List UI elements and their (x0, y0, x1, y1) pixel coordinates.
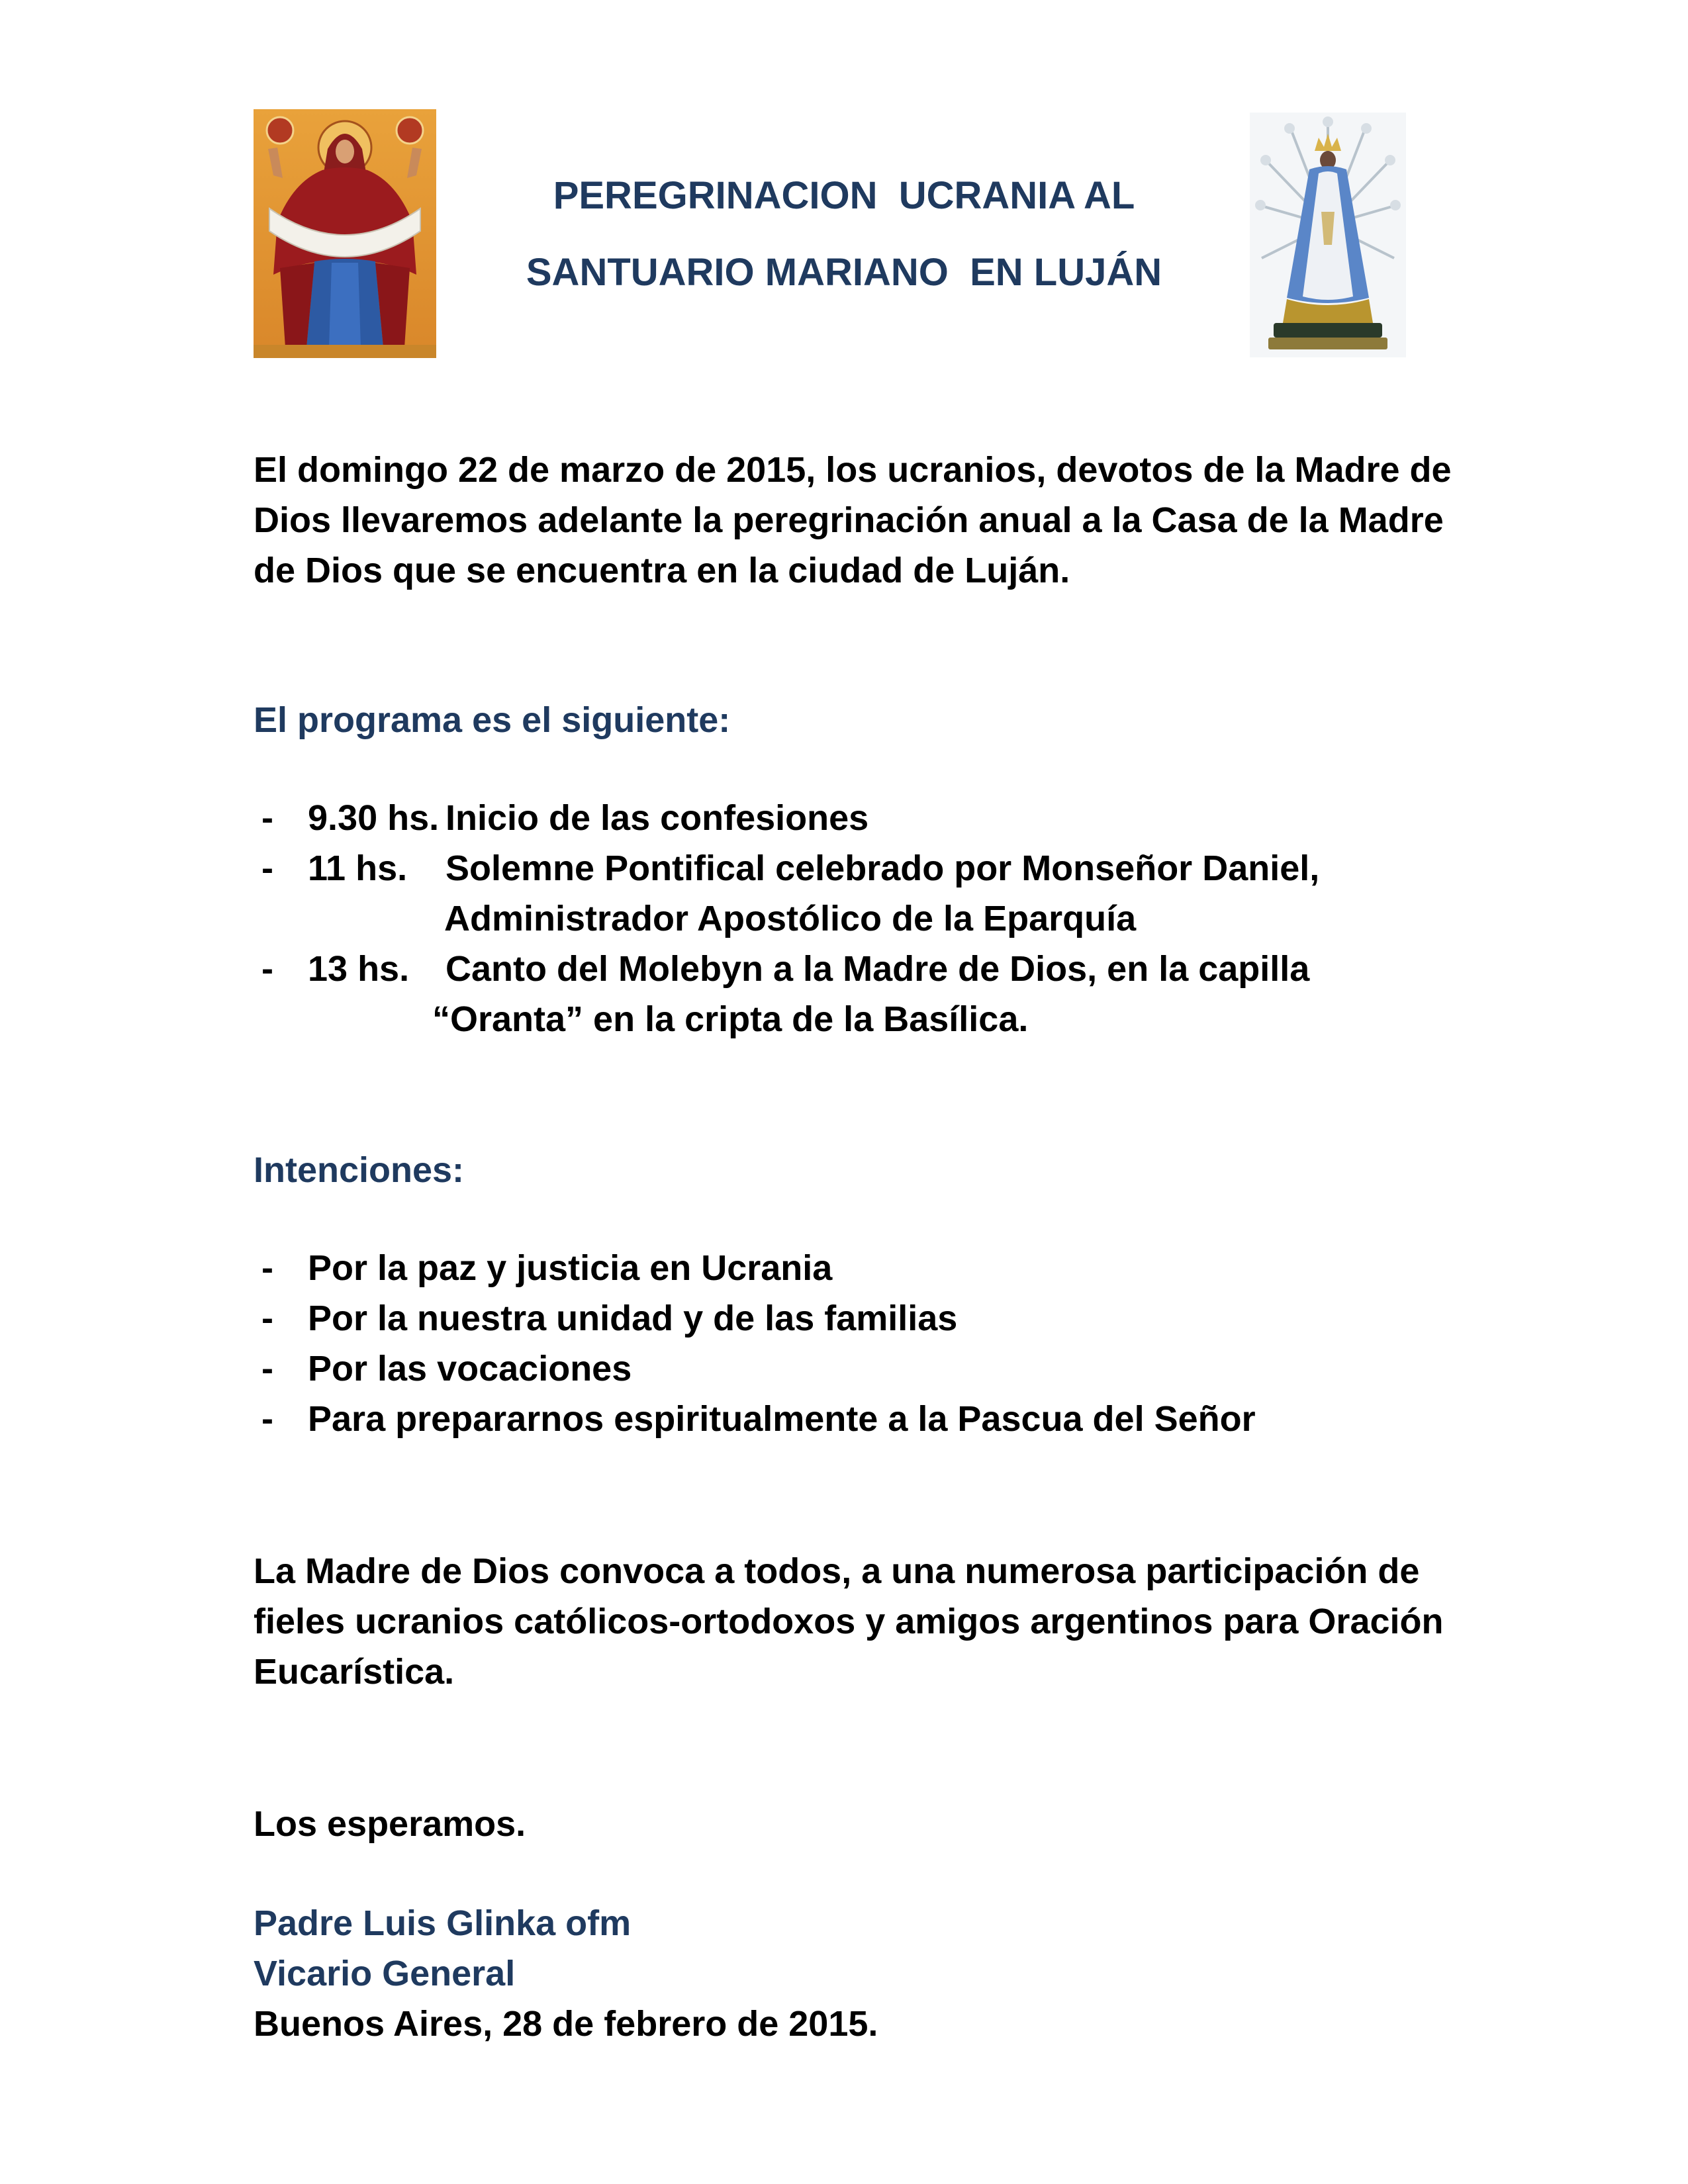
programa-heading: El programa es el siguiente: (254, 700, 731, 740)
list-marker: - (261, 1349, 273, 1388)
intro-paragraph: El domingo 22 de marzo de 2015, los ucranios, devotos de la Madre de Dios llevaremos adelante la peregrinación anual a la Casa de la Madre de Dios que se encuentra en la ciudad de Luján. (254, 450, 1452, 590)
list-marker: - (261, 798, 273, 838)
intention-text: Por las vocaciones (308, 1349, 632, 1388)
list-marker: - (261, 949, 273, 989)
list-marker: - (261, 1298, 273, 1338)
program-text: Canto del Molebyn a la Madre de Dios, en la capilla (445, 949, 1310, 989)
list-item (254, 944, 1319, 1044)
intention-text: Por la nuestra unidad y de las familias (308, 1298, 958, 1338)
farewell-line: Los esperamos. (254, 1804, 526, 1844)
intention-text: Por la paz y justicia en Ucrania (308, 1248, 833, 1288)
title-line-2: SANTUARIO MARIANO EN LUJÁN (526, 251, 1162, 294)
list-marker: - (261, 848, 273, 888)
program-time: 13 hs. (308, 949, 410, 989)
signer-name: Padre Luis Glinka ofm (254, 1903, 632, 1943)
program-text: Solemne Pontifical celebrado por Monseñor Daniel, (445, 848, 1320, 888)
program-text-continuation: “Oranta” en la cripta de la Basílica. (432, 999, 1029, 1039)
virgin-of-lujan-statue-icon (1250, 113, 1406, 357)
list-item (254, 1394, 1256, 1444)
place-date: Buenos Aires, 28 de febrero de 2015. (254, 2004, 878, 2044)
intenciones-heading: Intenciones: (254, 1150, 465, 1190)
program-time: 11 hs. (308, 848, 408, 888)
title-line-1: PEREGRINACION UCRANIA AL (553, 174, 1135, 217)
signer-role: Vicario General (254, 1954, 516, 1993)
program-text: Inicio de las confesiones (445, 798, 869, 838)
program-time: 9.30 hs. (308, 798, 440, 838)
list-item (254, 793, 1319, 843)
program-text-continuation: Administrador Apostólico de la Eparquía (444, 899, 1137, 938)
signature-block (254, 1898, 878, 2049)
intenciones-list (254, 1243, 1256, 1444)
list-marker: - (261, 1248, 273, 1288)
list-item (254, 1293, 1256, 1343)
list-marker: - (261, 1399, 273, 1439)
intention-text: Para prepararnos espiritualmente a la Pascua del Señor (308, 1399, 1256, 1439)
list-item (254, 1343, 1256, 1394)
page-title (463, 158, 1225, 311)
virgin-orans-icon (254, 109, 436, 358)
closing-paragraph: La Madre de Dios convoca a todos, a una numerosa participación de fieles ucranios católicos-ortodoxos y amigos argentinos para Oración Eucarística. (254, 1551, 1444, 1692)
programa-list (254, 793, 1319, 1044)
list-item (254, 843, 1319, 944)
list-item (254, 1243, 1256, 1293)
